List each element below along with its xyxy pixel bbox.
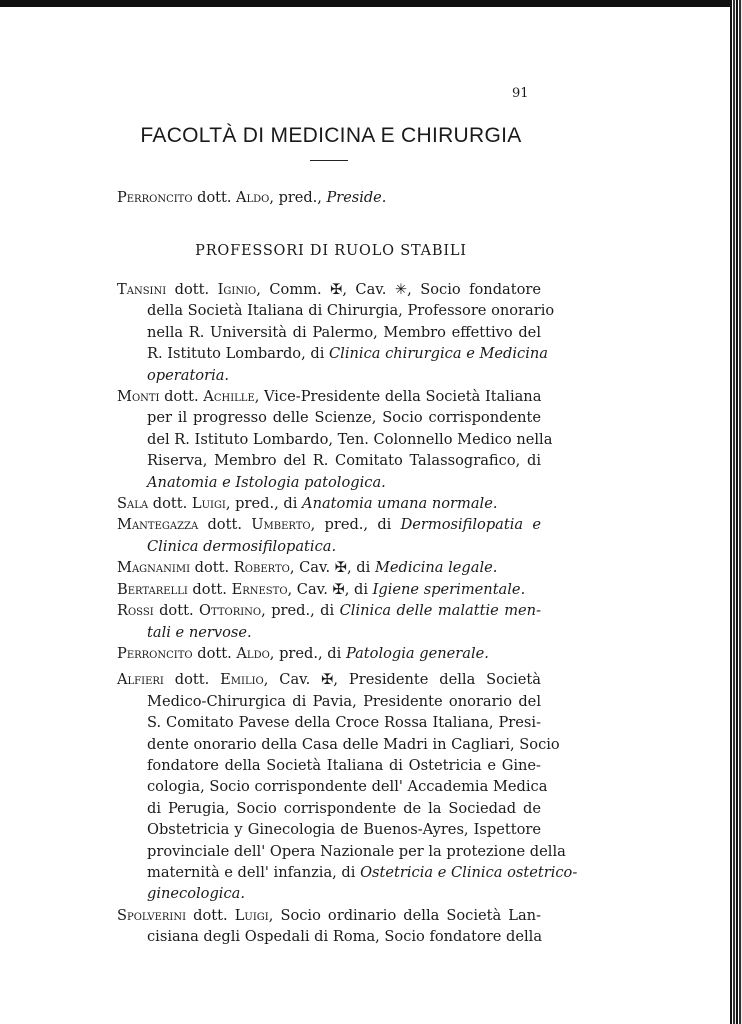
subject-text: operatoria. xyxy=(147,366,230,384)
entry-line xyxy=(117,691,541,712)
text-segment: del R. Istituto Lombardo, Ten. Colonnello Medico nella xyxy=(147,430,553,448)
text-segment: , Cav. ✠, di xyxy=(287,580,373,598)
scan-right-edge xyxy=(730,0,742,1024)
professor-entry xyxy=(117,669,578,904)
entry-line xyxy=(117,926,541,947)
text-segment: dott. xyxy=(166,281,218,298)
person-name: Sala xyxy=(117,495,149,513)
text-segment: dente onorario della Casa delle Madri in Cagliari, Socio xyxy=(147,735,560,753)
subject-text: Clinica chirurgica e Medicina xyxy=(329,345,548,363)
person-name: Rossi xyxy=(117,602,154,620)
text-segment: dott. xyxy=(163,671,221,689)
text-segment: cisiana degli Ospedali di Roma, Socio fondatore della xyxy=(147,928,543,946)
entry-line xyxy=(117,429,553,450)
entry-line xyxy=(117,905,541,926)
subject-text: Medicina legale. xyxy=(374,559,498,577)
preside-line xyxy=(117,190,386,206)
subject-text: Dermosifilopatia e xyxy=(400,516,541,534)
person-name: Alfieri xyxy=(117,671,164,689)
subject-text: Anatomia e Istologia patologica. xyxy=(147,473,386,491)
subject-text: Preside. xyxy=(326,190,387,206)
entry-line xyxy=(117,300,555,321)
person-name: Monti xyxy=(117,388,160,406)
professor-list xyxy=(117,279,578,948)
entry-line xyxy=(117,712,541,733)
entry-line xyxy=(117,322,541,343)
text-segment: provinciale dell' Opera Nazionale per la protezione della xyxy=(147,842,566,860)
person-name: Roberto xyxy=(233,559,290,577)
subject-text: tali e nervose. xyxy=(147,623,252,641)
text-segment: , Socio ordinario della Società Lan- xyxy=(268,906,542,924)
entry-line xyxy=(117,279,541,300)
subject-text: Anatomia umana normale. xyxy=(302,495,498,513)
subject-text: Clinica dermosifilopatica. xyxy=(147,537,337,555)
entry-line xyxy=(117,450,541,471)
section-heading: PROFESSORI DI RUOLO STABILI xyxy=(195,243,467,259)
text-segment: , Cav. ✠, di xyxy=(289,559,375,577)
professor-entry xyxy=(117,643,541,664)
page-number: 91 xyxy=(512,86,529,101)
professor-entry xyxy=(117,579,541,600)
professor-entry xyxy=(117,905,541,948)
person-name: Iginio xyxy=(217,281,257,298)
entry-line xyxy=(117,776,548,797)
text-segment: dott. xyxy=(186,906,235,924)
text-segment: Medico-Chirurgica di Pavia, Presidente onorario del xyxy=(147,692,541,710)
professor-entry xyxy=(117,279,555,386)
text-segment: , pred., di xyxy=(261,602,340,620)
text-segment: fondatore della Società Italiana di Ostetricia e Gine- xyxy=(147,756,541,774)
person-name: Luigi xyxy=(191,495,226,513)
text-segment: , pred., di xyxy=(310,516,401,534)
entry-line xyxy=(117,819,541,840)
person-name: Spolverini xyxy=(117,906,187,924)
text-segment: dott. xyxy=(192,644,237,662)
entry-line xyxy=(117,734,560,755)
text-segment: , Comm. ✠, Cav. ✳, Socio fondatore xyxy=(256,281,542,298)
entry-line xyxy=(117,472,541,493)
entry-line xyxy=(117,755,541,776)
text-segment: per il progresso delle Scienze, Socio corrispondente xyxy=(147,409,541,427)
text-segment: , Cav. ✠, Presidente della Società xyxy=(263,671,541,689)
entry-line xyxy=(117,883,541,904)
entry-line xyxy=(117,536,541,557)
entry-line xyxy=(117,386,541,407)
page-title: FACOLTÀ DI MEDICINA E CHIRURGIA xyxy=(140,124,522,147)
professor-entry xyxy=(117,557,541,578)
person-name: Perroncito xyxy=(117,190,193,206)
subject-text: Clinica delle malattie men- xyxy=(339,602,542,620)
entry-line xyxy=(117,557,541,578)
text-segment: Riserva, Membro del R. Comitato Talassografico, di xyxy=(147,452,541,470)
text-segment: dott. xyxy=(148,495,192,513)
text-segment: dott. xyxy=(187,580,232,598)
text-segment: Obstetricia y Ginecologia de Buenos-Ayres, Ispettore xyxy=(147,821,541,839)
subject-text: Patologia generale. xyxy=(345,644,489,662)
professor-entry xyxy=(117,386,553,493)
text-segment: dott. xyxy=(198,516,252,534)
entry-line xyxy=(117,622,541,643)
text-segment: dott. xyxy=(159,388,204,406)
title-rule xyxy=(310,160,348,161)
person-name: Tansini xyxy=(117,281,167,298)
entry-line xyxy=(117,600,541,621)
subject-text: Ostetricia e Clinica ostetrico- xyxy=(360,863,578,881)
text-segment: dott. xyxy=(190,559,234,577)
text-segment: cologia, Socio corrispondente dell' Accademia Medica xyxy=(147,778,548,796)
entry-line xyxy=(117,798,541,819)
person-name: Aldo xyxy=(236,190,270,206)
text-segment: della Società Italiana di Chirurgia, Professore onorario xyxy=(147,302,555,320)
text-segment: , pred., xyxy=(269,190,327,206)
person-name: Mantegazza xyxy=(117,516,199,534)
entry-line xyxy=(117,579,541,600)
person-name: Achille xyxy=(203,388,255,406)
text-segment: , Vice-Presidente della Società Italiana xyxy=(254,388,542,406)
person-name: Emilio xyxy=(220,671,264,689)
text-segment: dott. xyxy=(192,190,237,206)
entry-line xyxy=(117,343,548,364)
professor-entry xyxy=(117,514,541,557)
professor-entry xyxy=(117,493,541,514)
entry-line xyxy=(117,514,541,535)
text-segment: dott. xyxy=(153,602,200,620)
person-name: Luigi xyxy=(234,906,269,924)
person-name: Ernesto xyxy=(231,580,288,598)
text-segment: maternità e dell' infanzia, di xyxy=(147,863,361,881)
entry-line xyxy=(117,841,566,862)
entry-line xyxy=(117,493,541,514)
entry-line xyxy=(117,407,541,428)
subject-text: Igiene sperimentale. xyxy=(372,580,526,598)
professor-entry xyxy=(117,600,541,643)
text-segment: , pred., di xyxy=(269,644,346,662)
text-segment: S. Comitato Pavese della Croce Rossa Italiana, Presi- xyxy=(147,714,541,732)
person-name: Aldo xyxy=(236,644,270,662)
person-name: Umberto xyxy=(251,516,311,534)
text-segment: di Perugia, Socio corrispondente de la Sociedad de xyxy=(147,799,541,817)
scan-top-border xyxy=(0,0,742,7)
person-name: Perroncito xyxy=(117,644,193,662)
person-name: Bertarelli xyxy=(117,580,188,598)
person-name: Ottorino xyxy=(199,602,262,620)
text-segment: R. Istituto Lombardo, di xyxy=(147,345,329,363)
subject-text: ginecologica. xyxy=(147,885,245,903)
entry-line xyxy=(117,365,541,386)
entry-line xyxy=(117,643,541,664)
text-segment: , pred., di xyxy=(225,495,303,513)
entry-line xyxy=(117,669,541,690)
entry-line xyxy=(117,862,578,883)
person-name: Magnanimi xyxy=(117,559,191,577)
text-segment: nella R. Università di Palermo, Membro effettivo del xyxy=(147,323,541,341)
